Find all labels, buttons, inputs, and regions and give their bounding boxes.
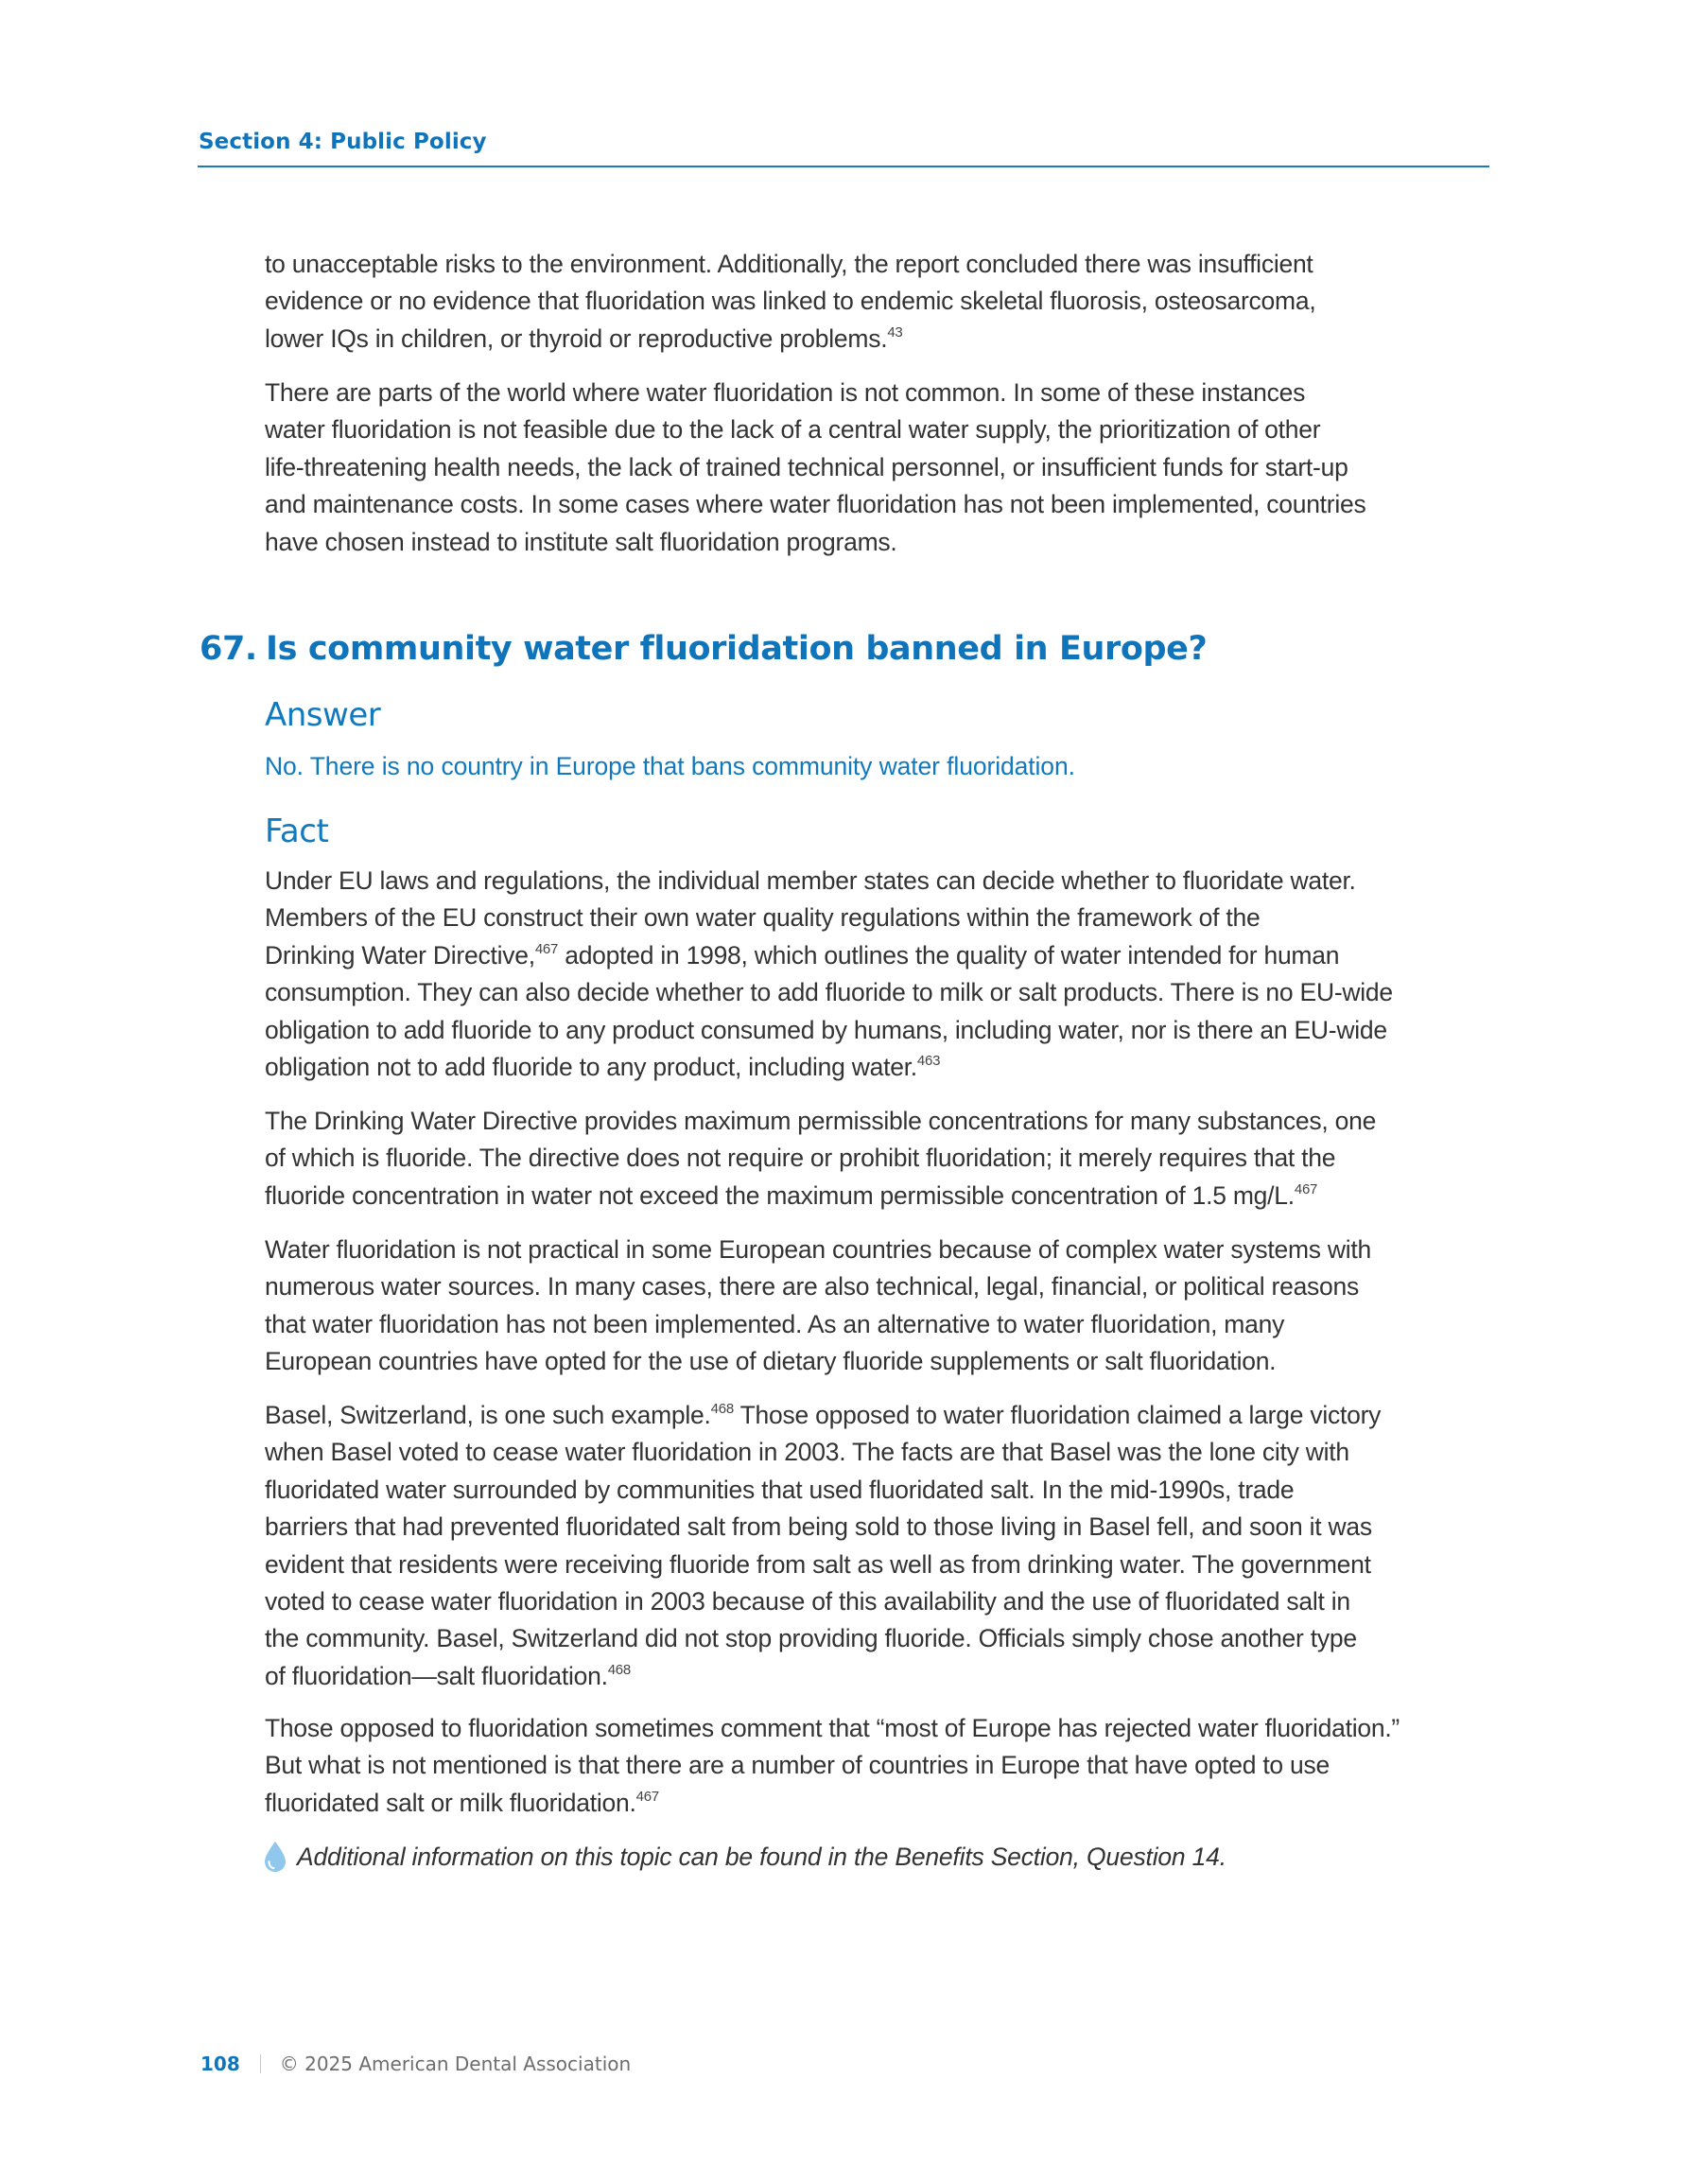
text-line: evident that residents were receiving fluoride from salt as well as from drinking water. The government [265, 1549, 1371, 1579]
footnote-ref: 468 [710, 1401, 734, 1417]
text-segment: fluoride concentration in water not exceed the maximum permissible concentration of 1.5 mg/L. [265, 1180, 1295, 1210]
footnote-ref: 467 [1294, 1180, 1318, 1197]
text-line: of which is fluoride. The directive does not require or prohibit fluoridation; it merely requires that the [265, 1144, 1336, 1173]
text-segment: Drinking Water Directive, [265, 940, 535, 970]
text-segment: obligation not to add fluoride to any product, including water. [265, 1053, 917, 1082]
text-line: evidence or no evidence that fluoridation was linked to endemic skeletal fluorosis, osteosarcoma, [265, 287, 1316, 316]
fact-paragraph-2 [265, 1103, 1376, 1214]
text-segment: fluoridated salt or milk fluoridation. [265, 1788, 636, 1817]
cross-reference-note [263, 1841, 1226, 1873]
note-text: Additional information on this topic can be found in the Benefits Section, Question 14. [297, 1842, 1226, 1871]
text-line: the community. Basel, Switzerland did not stop providing fluoride. Officials simply chose another type [265, 1624, 1357, 1653]
fact-paragraph-1 [265, 863, 1393, 1086]
text-segment: Those opposed to water fluoridation claimed a large victory [733, 1401, 1382, 1429]
footnote-ref: 463 [916, 1053, 941, 1070]
copyright-text: © 2025 American Dental Association [279, 2053, 632, 2075]
text-line: There are parts of the world where water fluoridation is not common. In some of these instances [265, 378, 1306, 407]
text-line: obligation to add fluoride to any product consumed by humans, including water, nor is there an EU-wide [265, 1015, 1387, 1044]
question-number: 67. [200, 630, 257, 668]
text-line [265, 1397, 1381, 1434]
fact-paragraph-4 [265, 1397, 1381, 1695]
text-line: fluoridated water surrounded by communities that used fluoridated salt. In the mid-1990s, trade [265, 1475, 1295, 1504]
footnote-ref: 467 [635, 1788, 659, 1805]
text-line: barriers that had prevented fluoridated salt from being sold to those living in Basel fell, and soon it was [265, 1512, 1372, 1542]
text-line: life-threatening health needs, the lack of trained technical personnel, or insufficient funds for start-up [265, 452, 1348, 481]
fact-label: Fact [265, 812, 329, 850]
fact-paragraph-5 [265, 1710, 1400, 1822]
text-segment: lower IQs in children, or thyroid or reproductive problems. [265, 323, 888, 353]
answer-text: No. There is no country in Europe that bans community water fluoridation. [265, 752, 1075, 780]
text-line: that water fluoridation has not been implemented. As an alternative to water fluoridation, many [265, 1309, 1285, 1338]
intro-paragraph-1 [265, 246, 1315, 358]
text-segment: of fluoridation—salt fluoridation. [265, 1661, 608, 1690]
text-line: when Basel voted to cease water fluoridation in 2003. The facts are that Basel was the lone city with [265, 1438, 1349, 1467]
text-segment: adopted in 1998, which outlines the quality of water intended for human [558, 940, 1340, 970]
text-segment: Basel, Switzerland, is one such example. [265, 1401, 711, 1429]
text-line [265, 1178, 1376, 1214]
text-line: Members of the EU construct their own water quality regulations within the framework of the [265, 903, 1261, 933]
text-line: Water fluoridation is not practical in some European countries because of complex water systems with [265, 1235, 1372, 1264]
page-footer [200, 2053, 631, 2075]
text-line [265, 1785, 1400, 1822]
footnote-ref: 467 [534, 940, 559, 957]
question-title: Is community water fluoridation banned in Europe? [266, 630, 1208, 668]
text-line [265, 1658, 1381, 1695]
text-line [265, 937, 1393, 974]
text-line: Those opposed to fluoridation sometimes comment that “most of Europe has rejected water fluoridation.” [265, 1714, 1400, 1742]
answer-label: Answer [265, 696, 381, 734]
text-line: voted to cease water fluoridation in 2003 because of this availability and the use of fluoridated salt in [265, 1587, 1350, 1616]
text-line: and maintenance costs. In some cases where water fluoridation has not been implemented, countries [265, 490, 1366, 519]
text-line: The Drinking Water Directive provides maximum permissible concentrations for many substances, one [265, 1107, 1377, 1135]
footnote-ref: 468 [607, 1661, 631, 1678]
footnote-ref: 43 [887, 323, 903, 341]
text-line: European countries have opted for the use of dietary fluoride supplements or salt fluoridation. [265, 1347, 1277, 1376]
text-line: have chosen instead to institute salt fluoridation programs. [265, 527, 897, 556]
page-number: 108 [200, 2053, 240, 2075]
intro-paragraph-2 [265, 375, 1366, 561]
text-line: to unacceptable risks to the environment. Additionally, the report concluded there was insufficient [265, 250, 1313, 278]
text-line [265, 1049, 1393, 1086]
header-divider [198, 166, 1489, 167]
question-heading [200, 630, 1207, 668]
text-line: Under EU laws and regulations, the individual member states can decide whether to fluoridate water. [265, 866, 1356, 895]
section-header: Section 4: Public Policy [199, 130, 487, 154]
text-line: But what is not mentioned is that there are a number of countries in Europe that have opted to use [265, 1751, 1330, 1780]
text-line: water fluoridation is not feasible due to the lack of a central water supply, the prioritization of other [265, 415, 1321, 445]
text-line [265, 321, 1315, 358]
text-line: consumption. They can also decide whether to add fluoride to milk or salt products. There is no EU-wide [265, 978, 1393, 1007]
water-drop-icon [263, 1841, 287, 1873]
fact-paragraph-3 [265, 1232, 1371, 1381]
text-line: numerous water sources. In many cases, there are also technical, legal, financial, or political reasons [265, 1272, 1360, 1302]
footer-separator [260, 2054, 261, 2073]
